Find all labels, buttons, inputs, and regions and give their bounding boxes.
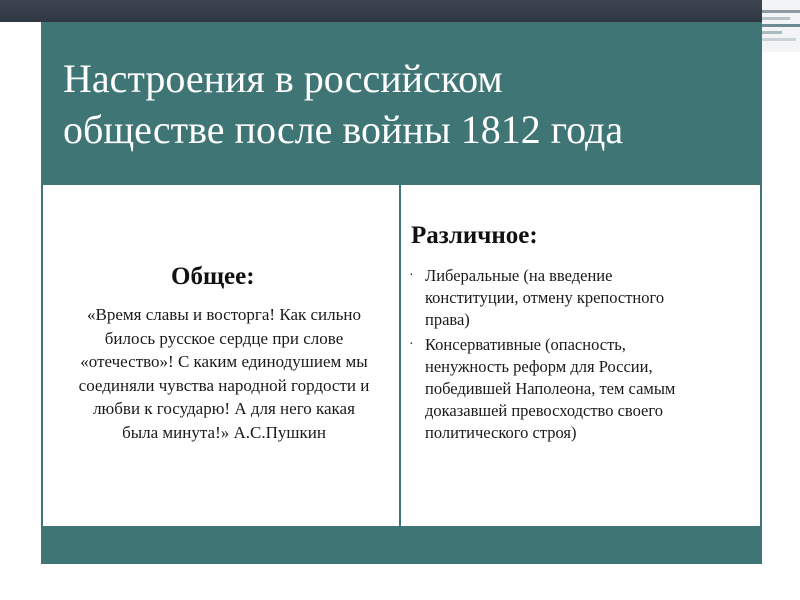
list-item-line: доказавшей превосходство своего (425, 401, 663, 420)
comparison-table (43, 185, 760, 526)
list-item-line: политического строя) (425, 423, 577, 442)
bullet-icon: · (409, 268, 414, 283)
slide-title (41, 22, 762, 185)
list-item-line: конституции, отмену крепостного (425, 288, 665, 307)
pushkin-quote (49, 303, 399, 444)
common-heading: Общее: (171, 263, 255, 290)
slide-title-line: обществе после войны 1812 года (63, 107, 624, 152)
different-heading: Различное: (411, 222, 538, 249)
list-item-conservative (405, 334, 735, 444)
common-cell (43, 185, 401, 526)
quote-line: соединяли чувства народной гордости и (78, 375, 370, 395)
quote-line: была минута!» А.С.Пушкин (122, 422, 326, 442)
corner-stripe (762, 24, 800, 27)
top-decoration-bar (0, 0, 762, 22)
quote-line: билось русское сердце при слове (104, 328, 344, 348)
slide (41, 22, 762, 564)
corner-stripe (762, 38, 796, 41)
corner-decoration (762, 0, 800, 52)
different-list (405, 265, 735, 447)
quote-line: «отечество»! С каким единодушием мы (80, 352, 368, 371)
list-item-line: ненужность реформ для России, (425, 357, 653, 376)
corner-stripe (762, 17, 790, 20)
list-item-line: Консервативные (опасность, (425, 335, 626, 354)
corner-stripe (762, 10, 800, 13)
list-item-line: победившей Наполеона, тем самым (425, 379, 676, 398)
quote-line: любви к государю! А для него какая (93, 399, 355, 418)
different-cell (401, 185, 760, 526)
corner-stripe (762, 31, 782, 34)
slide-title-line: Настроения в российском (63, 56, 503, 101)
list-item-liberal (405, 265, 735, 331)
list-item-line: Либеральные (на введение (425, 266, 613, 285)
bullet-icon: · (409, 337, 414, 352)
quote-line: «Время славы и восторга! Как сильно (87, 305, 361, 324)
list-item-line: права) (425, 310, 470, 329)
